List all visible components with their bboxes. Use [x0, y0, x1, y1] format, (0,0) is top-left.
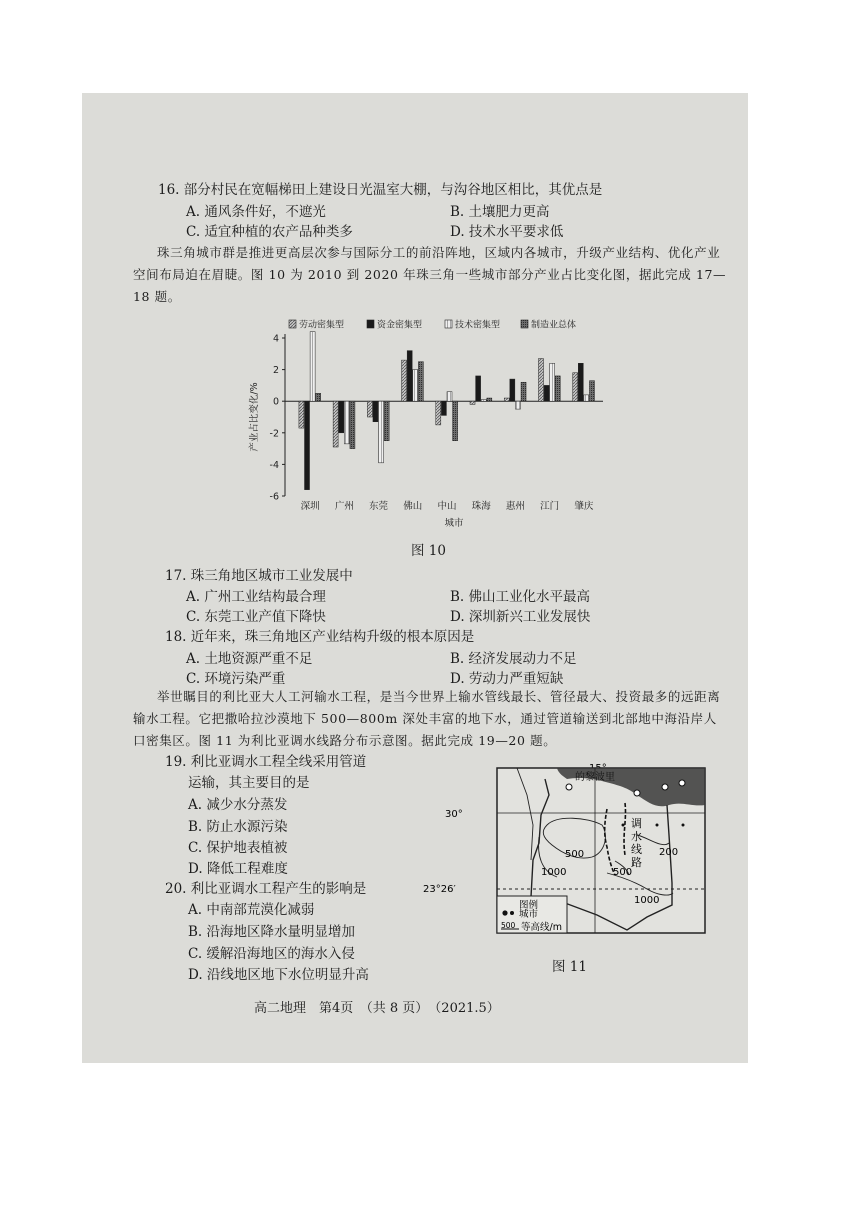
bar-3-佛山 — [413, 370, 418, 402]
q16-option-c: C. 适宜种植的农产品种类多 — [186, 224, 353, 240]
legend-contour-label: 等高线/m — [521, 922, 562, 933]
bar-3-深圳 — [310, 332, 315, 402]
latitude-23-26-label: 23°26′ — [423, 884, 456, 895]
y-tick-label: -6 — [269, 491, 279, 503]
figure-10-chart — [245, 316, 615, 531]
bar-1-深圳 — [299, 401, 304, 428]
water-source-point — [656, 824, 659, 827]
q16-option-b: B. 土壤肥力更高 — [450, 204, 550, 220]
legend-swatch — [289, 320, 296, 328]
legend-city-symbol-small — [510, 911, 514, 915]
tripoli-label: 的黎波里 — [575, 772, 615, 783]
x-tick-label: 珠海 — [471, 501, 491, 512]
bar-3-广州 — [344, 401, 349, 444]
q17-option-c: C. 东莞工业产值下降快 — [186, 609, 326, 625]
bar-2-惠州 — [510, 379, 515, 401]
bar-1-江门 — [538, 359, 543, 402]
latitude-30-label: 30° — [445, 809, 463, 820]
y-axis-label: 产业占比变化/% — [249, 382, 260, 452]
legend-swatch — [521, 320, 528, 328]
bar-3-珠海 — [481, 400, 486, 402]
contour-label-1000-west: 1000 — [541, 867, 567, 878]
city-marker — [662, 784, 668, 790]
bar-3-肇庆 — [584, 395, 589, 401]
x-tick-label: 东莞 — [369, 501, 389, 512]
q19-option-b: B. 防止水源污染 — [188, 819, 288, 835]
bar-4-广州 — [350, 401, 355, 448]
legend-city-label: 城市 — [519, 909, 539, 920]
figure-11-libya-map — [423, 765, 715, 940]
figure-10-caption: 图 10 — [411, 543, 446, 559]
bar-2-江门 — [544, 385, 549, 401]
q18-option-d: D. 劳动力严重短缺 — [450, 671, 564, 687]
bar-3-中山 — [447, 392, 452, 401]
bar-2-东莞 — [373, 401, 378, 422]
q18-option-a: A. 土地资源严重不足 — [186, 651, 313, 667]
bar-4-江门 — [555, 376, 560, 401]
bar-4-珠海 — [487, 398, 492, 401]
figure-11-caption: 图 11 — [552, 959, 587, 975]
page-footer: 高二地理 第4页 （共 8 页） （2021.5） — [254, 1001, 500, 1016]
bar-1-东莞 — [367, 401, 372, 417]
x-tick-label: 江门 — [540, 501, 560, 512]
q17-option-a: A. 广州工业结构最合理 — [186, 589, 326, 605]
bar-4-深圳 — [316, 393, 321, 401]
water-source-point — [682, 824, 685, 827]
q16-option-a: A. 通风条件好，不遮光 — [186, 204, 326, 220]
contour-label-500-south: 500 — [613, 867, 633, 878]
legend-title: 图例 — [519, 900, 539, 911]
bar-2-广州 — [339, 401, 344, 433]
q20-option-b: B. 沿海地区降水量明显增加 — [188, 924, 356, 940]
contour-label-500-west: 500 — [565, 849, 585, 860]
legend-label: 资金密集型 — [377, 320, 423, 331]
y-tick-label: 4 — [272, 333, 279, 345]
x-tick-label: 中山 — [437, 501, 457, 512]
x-tick-label: 惠州 — [505, 501, 525, 512]
intro-pearl-river-delta: 珠三角城市群是推进更高层次参与国际分工的前沿阵地，区域内各城市，升级产业结构、优化产业空间布局迫在眉睫。图 10 为 2010 到 2020 年珠三角一些城市部分产业占比变化图，据此完成 17—18 题。 — [133, 245, 727, 304]
libya-water-route-map — [423, 765, 715, 940]
city-marker — [634, 790, 640, 796]
q17-option-b: B. 佛山工业化水平最高 — [450, 589, 591, 605]
q19-stem-line2: 运输，其主要目的是 — [188, 775, 310, 791]
bar-2-珠海 — [476, 376, 481, 401]
bar-2-佛山 — [407, 351, 412, 402]
q18-stem: 18. 近年来，珠三角地区产业结构升级的根本原因是 — [165, 629, 475, 645]
intro-libya-water-project: 举世瞩目的利比亚大人工河输水工程，是当今世界上输水管线最长、管径最大、投资最多的远距离输水工程。它把撒哈拉沙漠地下 500—800m 深处丰富的地下水，通过管道输送到北部地中海沿岸人口密集区。图 11 为利比亚调水线路分布示意图。据此完成 19—20 题。 — [133, 689, 721, 748]
bar-4-中山 — [453, 401, 458, 441]
bar-3-江门 — [550, 363, 555, 401]
bar-3-惠州 — [515, 401, 520, 409]
q20-option-a: A. 中南部荒漠化减弱 — [188, 902, 315, 918]
y-tick-label: 0 — [272, 396, 279, 408]
q19-option-c: C. 保护地表植被 — [188, 840, 288, 856]
contour-label-200: 200 — [659, 847, 679, 858]
q17-stem: 17. 珠三角地区城市工业发展中 — [165, 568, 353, 584]
bar-4-东莞 — [384, 401, 389, 441]
q19-option-a: A. 减少水分蒸发 — [188, 797, 288, 813]
x-tick-label: 佛山 — [403, 501, 423, 512]
q20-stem: 20. 利比亚调水工程产生的影响是 — [165, 881, 367, 897]
route-label-char3: 线 — [631, 843, 642, 856]
bar-3-东莞 — [379, 401, 384, 463]
contour-label-1000-south: 1000 — [634, 895, 660, 906]
bar-4-惠州 — [521, 382, 526, 401]
route-label-char1: 调 — [631, 817, 642, 830]
y-tick-label: -2 — [269, 428, 279, 440]
legend-contour-500: 500 — [501, 921, 516, 930]
bar-1-中山 — [436, 401, 441, 425]
route-label-char4: 路 — [631, 856, 642, 869]
legend-label: 技术密集型 — [455, 320, 501, 331]
route-label-char2: 水 — [631, 830, 642, 843]
x-tick-label: 深圳 — [300, 501, 320, 512]
city-marker — [679, 780, 685, 786]
q16-stem: 16. 部分村民在宽幅梯田上建设日光温室大棚，与沟谷地区相比，其优点是 — [158, 182, 603, 198]
bar-1-佛山 — [402, 360, 407, 401]
q19-stem-line1: 19. 利比亚调水工程全线采用管道 — [165, 754, 367, 770]
legend-city-symbol — [502, 910, 507, 915]
bar-2-中山 — [441, 401, 446, 415]
industry-share-bar-chart — [245, 316, 615, 531]
bar-4-肇庆 — [589, 381, 594, 402]
x-axis-label: 城市 — [444, 518, 464, 529]
x-tick-label: 肇庆 — [574, 501, 594, 512]
q16-option-d: D. 技术水平要求低 — [450, 224, 564, 240]
q20-option-c: C. 缓解沿海地区的海水入侵 — [188, 946, 355, 962]
q18-option-c: C. 环境污染严重 — [186, 671, 286, 687]
bar-1-肇庆 — [573, 373, 578, 401]
q20-option-d: D. 沿线地区地下水位明显升高 — [188, 967, 369, 983]
q17-option-d: D. 深圳新兴工业发展快 — [450, 609, 591, 625]
bar-1-广州 — [333, 401, 338, 447]
bar-4-佛山 — [418, 362, 423, 402]
q18-option-b: B. 经济发展动力不足 — [450, 651, 577, 667]
legend-label: 劳动密集型 — [299, 320, 345, 331]
bar-1-惠州 — [504, 398, 509, 401]
bar-1-珠海 — [470, 401, 475, 404]
q19-option-d: D. 降低工程难度 — [188, 861, 288, 877]
y-tick-label: 2 — [272, 365, 279, 377]
water-source-point — [622, 824, 625, 827]
bar-2-深圳 — [305, 401, 310, 489]
legend-swatch — [367, 320, 374, 328]
y-tick-label: -4 — [269, 459, 279, 471]
x-tick-label: 广州 — [334, 501, 354, 512]
city-tripoli — [566, 784, 572, 790]
bar-2-肇庆 — [578, 363, 583, 401]
legend-label: 制造业总体 — [531, 320, 577, 331]
legend-swatch — [445, 320, 452, 328]
